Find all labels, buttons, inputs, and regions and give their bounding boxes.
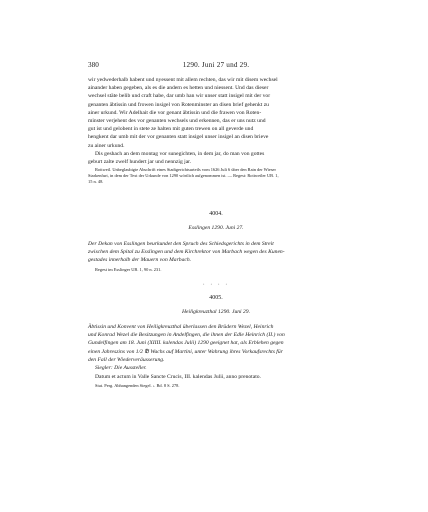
previous-entry-text xyxy=(88,76,344,166)
text-line: ainander haben gegeben, als es die andern es hetten und niessent. Und das dieser xyxy=(88,85,269,92)
place-date-4004: Esslingen 1290. Juni 27. xyxy=(188,225,244,231)
previous-entry-note xyxy=(88,167,344,185)
summary-line: zwischen dem Spital zu Esslingen und dem Kirchrektor von Marbach wegen des Kunen- xyxy=(88,249,285,256)
summary-4004 xyxy=(88,240,344,265)
summary-line: und Konrad Wezel die Besitzungen in Andelfingen, die ihnen der Edle Heinrich (II.) von xyxy=(88,332,285,339)
entry-number-4005: 4005. xyxy=(209,295,223,301)
separator-dots: · · · · xyxy=(202,282,230,288)
text-line: hengkent dar umb mit der vor genanten statt insigel unser insigel an disen brieve xyxy=(88,134,269,141)
note-line: Regest im Esslinger UB. 1, 90 n. 231. xyxy=(95,267,162,272)
summary-line: den Fall der Wiederveräusserung. xyxy=(88,356,165,363)
date-line-2: geburt zalte zwelf hundert jar und nennzig jar. xyxy=(88,159,192,166)
summary-line: Der Dekan von Esslingen beurkundet den Spruch des Schiedsgerichts in dem Streit xyxy=(88,241,274,247)
datum-4005 xyxy=(88,373,344,381)
text-line: wir yedwederhalb habent und nyessent mit allem rechten, das wir mit disem wechsel xyxy=(88,77,278,83)
text-line: genanten äbtissin und frowen insigel von Rotenminster an disen brief gehenkt zu xyxy=(88,101,269,108)
date-line: Dis geshach an dem montag vor sunegichten, in dem jar, do man von gottes xyxy=(95,150,265,157)
entry-number-4004: 4004. xyxy=(209,211,223,217)
text-line: gut ist und gelobent in stete ze halten mit guten trewen on all geverde und xyxy=(88,126,254,133)
summary-4005 xyxy=(88,323,344,372)
sigler-line: Siegler: Die Aussteller. xyxy=(95,365,147,372)
page-number: 380 xyxy=(88,61,99,69)
note-4005 xyxy=(88,383,344,389)
summary-line: Äbtissin und Konvent von Heiligkreuzthal überlassen den Brüdern Wezel, Heinrich xyxy=(88,324,274,330)
note-line: Starkenfurt, in dem der Text der Urkunde von 1290 wörtlich aufgenommen ist. — Regest: Rottweiler UB. 1, xyxy=(88,173,279,179)
note-line: Rottweil. Unbeglaubigte Abschrift eines Stadtgerichtsurteils vom 1626 Juli 6 über den Rain der Wieser xyxy=(95,167,276,172)
datum-line: Datum et actum in Valle Sancte Crucis, III. kalendas Julii, anno prenotato. xyxy=(95,374,261,380)
text-line: wechsel stäte belib und craft habe, dar umb han wir unser statt insigel mit der vor xyxy=(88,93,271,100)
place-date-4005: Heiligkreuzthal 1290. Juni 29. xyxy=(182,309,250,315)
text-line: zu ainer urkund. xyxy=(88,142,125,149)
summary-line: Gundelfingen am 18. Juni (XIIII. kalendas Julii) 1290 geeignet hat, als Erblehen gegen xyxy=(88,340,284,347)
note-line: 15 n. 48. xyxy=(88,179,104,185)
page-header xyxy=(88,60,344,70)
summary-line: einen Jahreszins von 1/2 ℔ Wachs auf Martini, unter Wahrung ihres Vorkaufsrechts für xyxy=(88,348,283,355)
summary-line: gestades innerhalb der Mauern von Marbach. xyxy=(88,257,192,264)
text-line: minster verjehent des vor genanten wechsels und erkennen, das er uns nutz und xyxy=(88,118,266,125)
text-line: ainer urkund. Wir Adelhait die vor genant äbtissin und die frawen von Roten- xyxy=(88,109,262,116)
running-head: 1290. Juni 27 und 29. xyxy=(182,61,250,69)
note-4004 xyxy=(88,267,344,273)
note-line: Stut. Perg. Abhangenden Siegel. ‹. Bd. 8 S. 278. xyxy=(95,383,180,388)
